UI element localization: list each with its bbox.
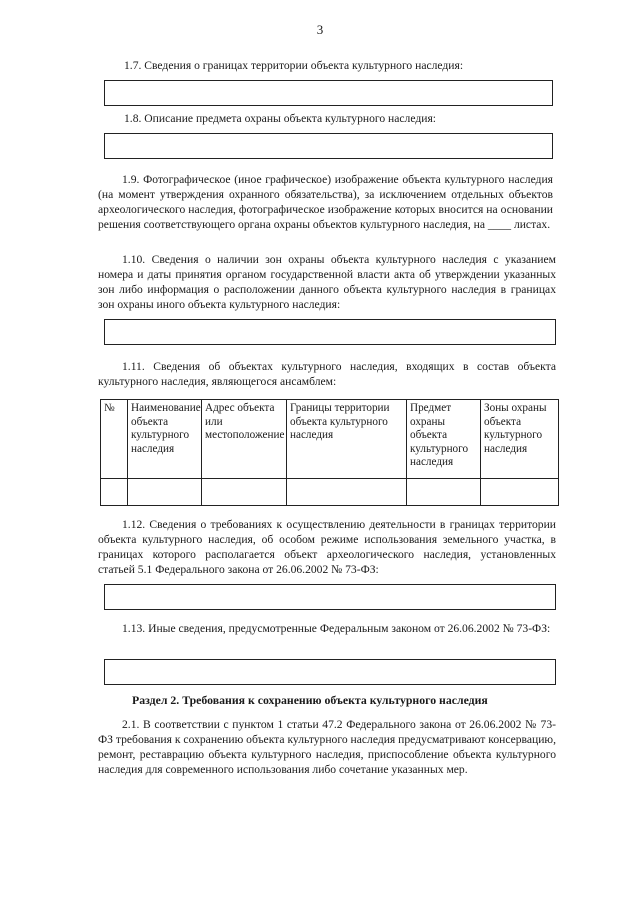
item-1-12-paragraph: 1.12. Сведения о требованиях к осуществлению деятельности в границах территории объекта культурного наследия, об особом режиме использования земельного участка, в границах которого располагается объект археологического наследия, установленных статьей 5.1 Федерального закона от 26.06.2002 № 73-ФЗ: — [98, 518, 556, 576]
table-cell[interactable] — [407, 479, 481, 506]
table-cell[interactable] — [287, 479, 407, 506]
col-number-header: № — [101, 400, 128, 479]
col-zones-header: Зоны охраны объекта культурного наследия — [481, 400, 559, 479]
col-address-header: Адрес объекта или местоположение — [202, 400, 287, 479]
boundaries-field[interactable] — [104, 80, 553, 106]
item-2-1-paragraph: 2.1. В соответствии с пунктом 1 статьи 47.2 Федерального закона от 26.06.2002 № 73-ФЗ требования к сохранению объекта культурного наследия предусматривают консервацию, ремонт, реставрацию объекта культурного наследия, приспособление объекта культурного наследия для современного использования либо сочетание указанных мер. — [98, 718, 556, 776]
protection-subject-field[interactable] — [104, 133, 553, 159]
requirements-field[interactable] — [104, 584, 556, 610]
table-cell[interactable] — [202, 479, 287, 506]
page-number: 3 — [316, 22, 324, 37]
other-info-field[interactable] — [104, 659, 556, 685]
item-1-11-paragraph: 1.11. Сведения об объектах культурного наследия, входящих в состав объекта культурного наследия, являющегося ансамблем: — [98, 360, 556, 388]
item-1-13-paragraph: 1.13. Иные сведения, предусмотренные Федеральным законом от 26.06.2002 № 73-ФЗ: — [122, 622, 551, 635]
table-cell[interactable] — [101, 479, 128, 506]
item-1-7-heading: 1.7. Сведения о границах территории объекта культурного наследия: — [124, 59, 464, 72]
col-boundaries-header: Границы территории объекта культурного наследия — [287, 400, 407, 479]
protection-zones-field[interactable] — [104, 319, 556, 345]
table-header-row — [101, 400, 559, 479]
col-name-header: Наименование объекта культурного наследия — [128, 400, 202, 479]
item-1-9-paragraph: 1.9. Фотографическое (иное графическое) изображение объекта культурного наследия (на момент утверждения охранного обязательства), за исключением отдельных объектов археологического наследия, фотографическое изображение которых вносится на основании решения соответствующего органа охраны объектов культурного наследия, на ____ листах. — [98, 173, 553, 231]
item-1-10-paragraph: 1.10. Сведения о наличии зон охраны объекта культурного наследия с указанием номера и даты принятия органом государственной власти акта об утверждении указанных зон либо информация о расположении данного объекта культурного наследия в границах зон охраны иного объекта культурного наследия: — [98, 253, 556, 311]
section-2-title: Раздел 2. Требования к сохранению объекта культурного наследия — [132, 693, 488, 707]
ensemble-objects-table — [100, 399, 559, 506]
table-cell[interactable] — [481, 479, 559, 506]
table-row — [101, 479, 559, 506]
table-cell[interactable] — [128, 479, 202, 506]
col-subject-header: Предмет охраны объекта культурного наследия — [407, 400, 481, 479]
item-1-8-heading: 1.8. Описание предмета охраны объекта культурного наследия: — [124, 112, 436, 125]
